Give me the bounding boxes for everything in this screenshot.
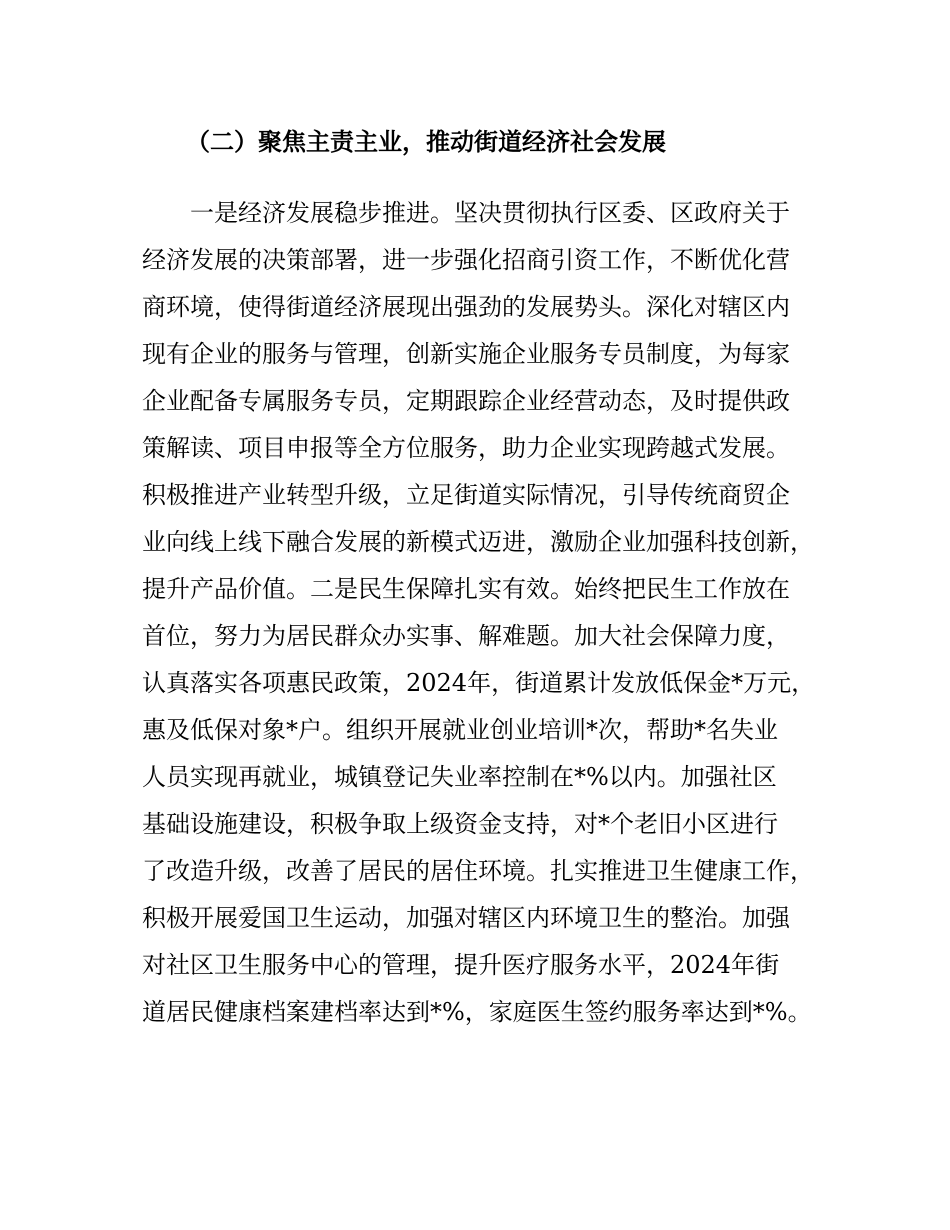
paragraph-line: 提升产品价值。二是民生保障扎实有效。始终把民生工作放在 (142, 575, 790, 603)
paragraph-line: 了改造升级，改善了居民的居住环境。扎实推进卫生健康工作， (142, 857, 814, 885)
paragraph-line: 现有企业的服务与管理，创新实施企业服务专员制度，为每家 (142, 340, 790, 368)
paragraph-line: 首位，努力为居民群众办实事、解难题。加大社会保障力度， (142, 622, 790, 650)
paragraph-line: 认真落实各项惠民政策，2024年，街道累计发放低保金*万元， (142, 669, 816, 697)
paragraph-line: 积极推进产业转型升级，立足街道实际情况，引导传统商贸企 (142, 481, 790, 509)
paragraph-line: 对社区卫生服务中心的管理，提升医疗服务水平，2024年街 (142, 951, 780, 979)
paragraph-line: 经济发展的决策部署，进一步强化招商引资工作，不断优化营 (142, 246, 790, 274)
body-paragraph (142, 190, 842, 1036)
paragraph-line: 商环境，使得街道经济展现出强劲的发展势头。深化对辖区内 (142, 293, 790, 321)
paragraph-line: 道居民健康档案建档率达到*%，家庭医生签约服务率达到*%。 (142, 998, 812, 1026)
paragraph-line: 积极开展爱国卫生运动，加强对辖区内环境卫生的整治。加强 (142, 904, 790, 932)
paragraph-line: 策解读、项目申报等全方位服务，助力企业实现跨越式发展。 (142, 434, 790, 462)
paragraph-line: 惠及低保对象*户。组织开展就业创业培训*次，帮助*名失业 (142, 716, 778, 744)
paragraph-line: 一是经济发展稳步推进。坚决贯彻执行区委、区政府关于 (190, 199, 790, 227)
section-heading: （二）聚焦主责主业，推动街道经济社会发展 (186, 128, 666, 156)
paragraph-line: 人员实现再就业，城镇登记失业率控制在*%以内。加强社区 (142, 763, 777, 791)
paragraph-line: 基础设施建设，积极争取上级资金支持，对*个老旧小区进行 (142, 810, 778, 838)
paragraph-line: 企业配备专属服务专员，定期跟踪企业经营动态，及时提供政 (142, 387, 790, 415)
paragraph-line: 业向线上线下融合发展的新模式迈进，激励企业加强科技创新， (142, 528, 814, 556)
